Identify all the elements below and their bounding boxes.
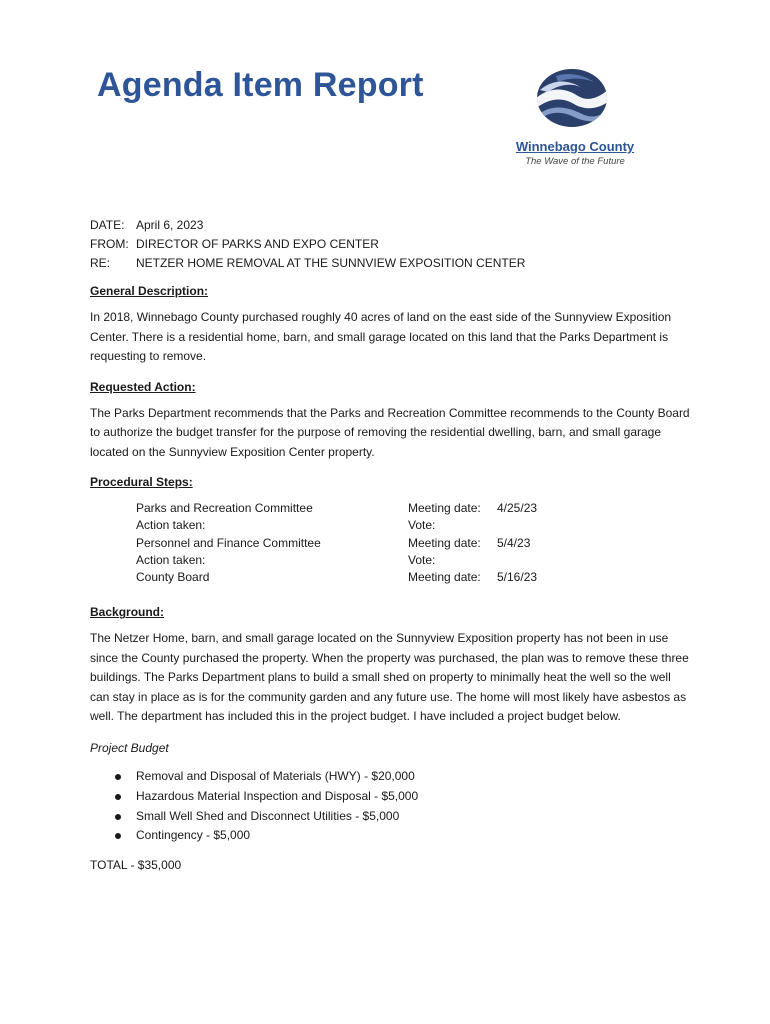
org-name: Winnebago County: [515, 139, 635, 154]
step-field-label: Vote:: [408, 552, 436, 567]
procedural-step-row: [136, 552, 690, 569]
memo-date-value: April 6, 2023: [136, 218, 204, 232]
memo-date-row: [90, 216, 525, 235]
memo-re-value: NETZER HOME REMOVAL AT THE SUNNVIEW EXPOSITION CENTER: [136, 256, 526, 270]
step-field-label: Meeting date:: [408, 501, 481, 515]
budget-item: [90, 767, 690, 787]
memo-re-row: [90, 254, 525, 273]
step-field-value: 5/16/23: [497, 570, 538, 585]
procedural-steps-heading: Procedural Steps:: [90, 475, 193, 489]
step-field-value: 5/4/23: [497, 535, 531, 550]
step-body: County Board: [136, 570, 210, 585]
bullet-icon: [115, 774, 121, 780]
step-body: Action taken:: [136, 552, 206, 567]
project-budget-list: [90, 767, 690, 846]
step-body: Parks and Recreation Committee: [136, 501, 313, 515]
bullet-icon: [115, 833, 121, 839]
budget-item-text: Small Well Shed and Disconnect Utilities - $5,000: [136, 808, 400, 823]
general-description-text: In 2018, Winnebago County purchased roughly 40 acres of land on the east side of the Sunnyview Exposition Center. There is a residential home, barn, and small garage located on this land that the Parks Department is requesting to remove.: [90, 310, 672, 363]
memo-date-label: DATE:: [90, 218, 125, 232]
page-title: Agenda Item Report: [97, 66, 424, 104]
step-field-label: Meeting date:: [408, 535, 481, 550]
requested-action-heading: Requested Action:: [90, 379, 196, 394]
budget-item: [90, 826, 690, 846]
budget-item-text: Removal and Disposal of Materials (HWY) - $20,000: [136, 768, 415, 783]
budget-total: TOTAL - $35,000: [90, 858, 182, 873]
org-tagline: The Wave of the Future: [525, 156, 625, 167]
wave-globe-logo: [536, 68, 608, 128]
step-body: Personnel and Finance Committee: [136, 535, 321, 550]
bullet-icon: [115, 794, 121, 800]
report-body: [90, 283, 690, 875]
project-budget-label: Project Budget: [90, 740, 169, 755]
procedural-step-row: [136, 569, 690, 586]
general-description-heading: General Description:: [90, 284, 209, 298]
procedural-step-row: [136, 500, 690, 517]
budget-item-text: Contingency - $5,000: [136, 828, 251, 843]
budget-item: [90, 807, 690, 827]
memo-header: [90, 216, 525, 273]
requested-action-text: The Parks Department recommends that the Parks and Recreation Committee recommends to the County Board to authorize the budget transfer for the purpose of removing the residential dwelling, barn, and small garage located on the Sunnyview Exposition Center property.: [90, 405, 690, 459]
step-field-label: Meeting date:: [408, 570, 481, 585]
background-heading: Background:: [90, 605, 165, 620]
budget-item: [90, 787, 690, 807]
memo-re-label: RE:: [90, 256, 111, 270]
memo-from-label: FROM:: [90, 237, 129, 251]
bullet-icon: [115, 814, 121, 820]
step-body: Action taken:: [136, 518, 206, 533]
budget-item-text: Hazardous Material Inspection and Disposal - $5,000: [136, 788, 419, 803]
memo-from-value: DIRECTOR OF PARKS AND EXPO CENTER: [136, 237, 379, 251]
procedural-step-row: [136, 535, 690, 552]
step-field-label: Vote:: [408, 518, 436, 533]
procedural-step-row: [136, 517, 690, 534]
background-text: The Netzer Home, barn, and small garage located on the Sunnyview Exposition property has not been in use since the County purchased the property. When the property was purchased, the plan was to remove these three buildings. The Parks Department plans to build a small shed on property to minimally heat the well so the well can stay in place as is for the community garden and any future use. The home will most likely have asbestos as well. The department has included this in the project budget. I have included a project budget below.: [90, 631, 689, 724]
memo-from-row: [90, 235, 525, 254]
procedural-steps-table: [136, 500, 690, 586]
step-field-value: 4/25/23: [497, 501, 538, 515]
